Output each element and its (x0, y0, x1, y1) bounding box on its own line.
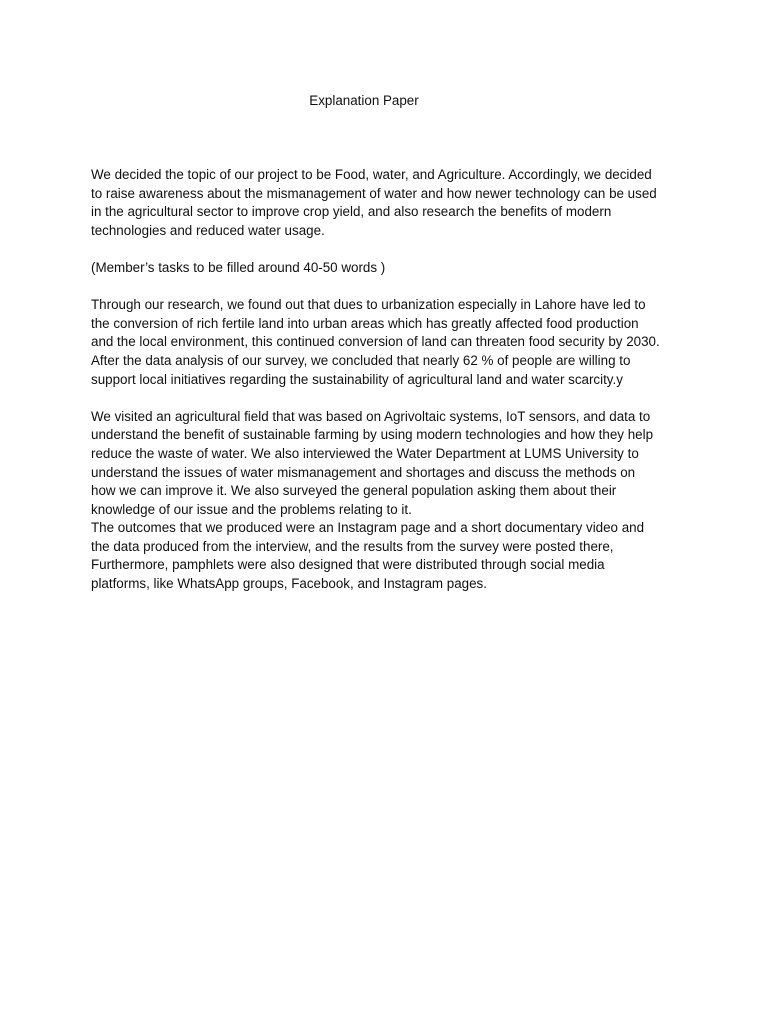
paragraph-gap (91, 240, 691, 259)
document-title: Explanation Paper (309, 93, 419, 108)
paragraph-topic: We decided the topic of our project to be Food, water, and Agriculture. Accordingly, we decided to raise awareness about the mismanagement of water and how newer technology can be used in the agricultural sector to improve crop yield, and also research the benefits of modern technologies and reduced water usage. (91, 167, 657, 238)
paragraph-gap (91, 278, 691, 297)
document-body (91, 166, 691, 594)
paragraph-outcomes: The outcomes that we produced were an Instagram page and a short documentary video and the data produced from the interview, and the results from the survey were posted there, Furthermore, pamphlets were also designed that were distributed through social media platforms, like WhatsApp groups, Facebook, and Instagram pages. (91, 520, 645, 592)
paragraph-field-visit: We visited an agricultural field that was based on Agrivoltaic systems, IoT sensors, and data to understand the benefit of sustainable farming by using modern technologies and how they help reduce the waste of water. We also interviewed the Water Department at LUMS University to understand the issues of water mismanagement and shortages and discuss the methods on how we can improve it. We also surveyed the general population asking them about their knowledge of our issue and the problems relating to it. (91, 408, 654, 517)
paragraph-research: Through our research, we found out that dues to urbanization especially in Lahore have led to the conversion of rich fertile land into urban areas which has greatly affected food production and the local environment, this continued conversion of land can threaten food security by 2030. After the data analysis of our survey, we concluded that nearly 62 % of people are willing to support local initiatives regarding the sustainability of agricultural land and water scarcity.y (91, 297, 660, 387)
paragraph-gap (91, 389, 691, 408)
paragraph-member-tasks: (Member’s tasks to be filled around 40-50 words ) (91, 259, 386, 275)
